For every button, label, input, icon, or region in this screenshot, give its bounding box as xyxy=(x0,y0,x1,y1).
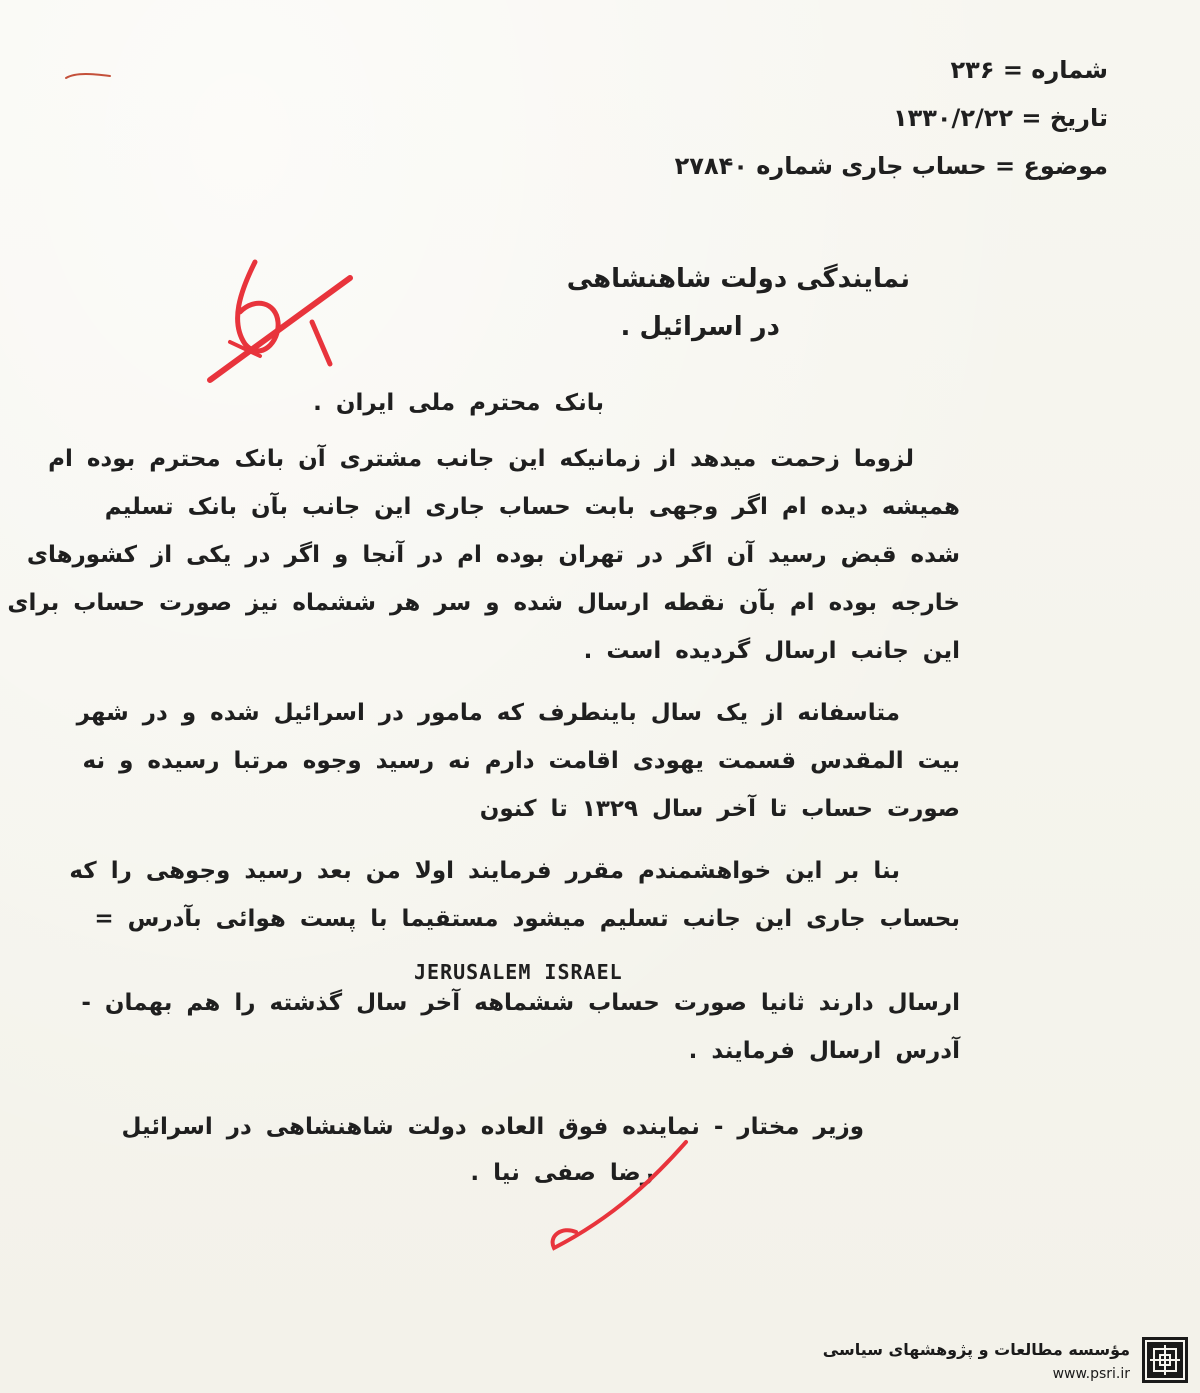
paragraph-1-line-2: همیشه دیده ام اگر وجهی بابت حساب جاری این جانب بآن بانک تسلیم xyxy=(104,494,960,520)
letter-date: تاریخ = ۱۳۳۰/۲/۲۲ xyxy=(892,104,1108,132)
paragraph-3-line-1: بنا بر این خواهشمندم مقرر فرمایند اولا من بعد رسید وجوهی را که xyxy=(69,858,900,884)
institute-logo-icon xyxy=(1142,1337,1188,1383)
signature-title: وزیر مختار - نماینده فوق العاده دولت شاهنشاهی در اسرائیل xyxy=(121,1114,864,1140)
letter-subject: موضوع = حساب جاری شماره ۲۷۸۴۰ xyxy=(674,152,1108,180)
institute-website[interactable]: www.psri.ir xyxy=(1052,1366,1130,1382)
paragraph-1-line-1: لزوما زحمت میدهد از زمانیکه این جانب مشتری آن بانک محترم بوده ام xyxy=(48,446,914,472)
red-signature-stroke xyxy=(536,1136,696,1256)
institute-name: مؤسسه مطالعات و پژوهشهای سیاسی xyxy=(822,1340,1130,1359)
letter-title-line-2: در اسرائیل . xyxy=(620,312,780,342)
paragraph-1-line-4: خارجه بوده ام بآن نقطه ارسال شده و سر هر ششماه نیز صورت حساب برای xyxy=(7,590,960,616)
letter-title-line-1: نمایندگی دولت شاهنشاهی xyxy=(566,264,910,294)
red-handwritten-mark xyxy=(200,252,360,392)
paragraph-3-line-3: ارسال دارند ثانیا صورت حساب ششماهه آخر سال گذشته را هم بهمان - xyxy=(81,990,960,1016)
paragraph-2-line-1: متاسفانه از یک سال باینطرف که مامور در اسرائیل شده و در شهر xyxy=(76,700,900,726)
salutation: بانک محترم ملی ایران . xyxy=(313,390,604,416)
paragraph-2-line-3: صورت حساب تا آخر سال ۱۳۲۹ تا کنون xyxy=(479,796,960,822)
paragraph-2-line-2: بیت المقدس قسمت یهودی اقامت دارم نه رسید وجوه مرتبا رسیده و نه xyxy=(82,748,960,774)
paragraph-1-line-3: شده قبض رسید آن اگر در تهران بوده ام در آنجا و اگر در یکی از کشورهای xyxy=(26,542,960,568)
signature-name: رضا صفی نیا . xyxy=(470,1160,654,1186)
red-dash-mark xyxy=(64,70,114,82)
paragraph-3-line-4: آدرس ارسال فرمایند . xyxy=(688,1038,960,1064)
address-latin: JERUSALEM ISRAEL xyxy=(414,960,623,984)
paragraph-1-line-5: این جانب ارسال گردیده است . xyxy=(583,638,960,664)
letter-number: شماره = ۲۳۶ xyxy=(950,56,1108,84)
paragraph-3-line-2: بحساب جاری این جانب تسلیم میشود مستقیما با پست هوائی بآدرس = xyxy=(94,906,960,932)
